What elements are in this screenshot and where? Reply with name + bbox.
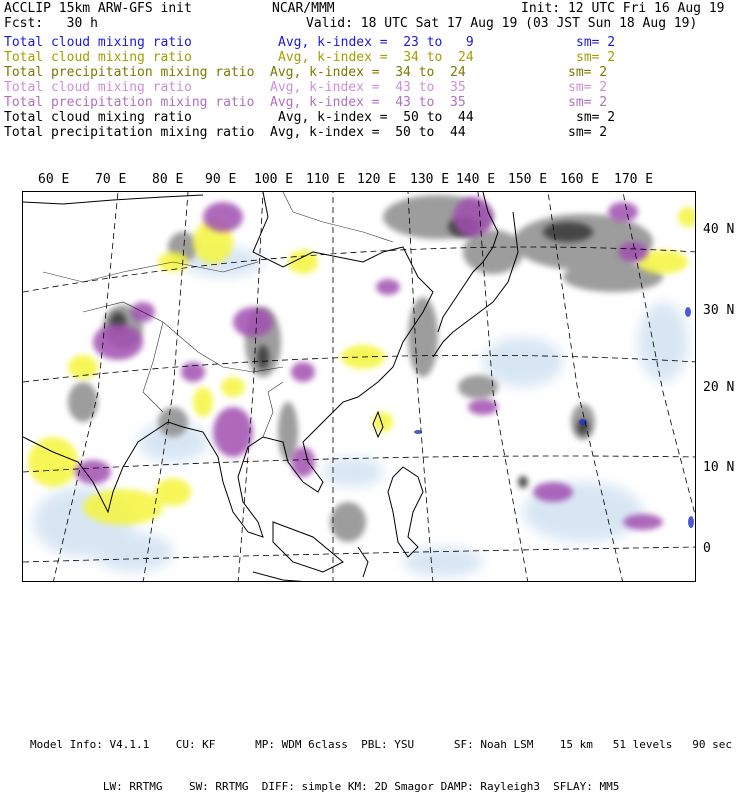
field-k-index-range: Avg, k-index = 43 to 35 — [270, 80, 466, 95]
field-k-index-range: Avg, k-index = 23 to 9 — [278, 35, 474, 50]
longitude-label: 80 E — [152, 172, 184, 187]
field-name: Total precipitation mixing ratio — [4, 95, 255, 110]
field-smoothing: sm= 2 — [576, 110, 616, 125]
latitude-label: 20 N — [703, 380, 735, 395]
longitude-label: 100 E — [254, 172, 294, 187]
longitude-label: 150 E — [508, 172, 548, 187]
longitude-label: 160 E — [560, 172, 600, 187]
forecast-hour: Fcst: 30 h — [4, 16, 98, 31]
field-k-index-range: Avg, k-index = 34 to 24 — [270, 65, 466, 80]
longitude-label: 140 E — [456, 172, 496, 187]
longitude-label: 60 E — [38, 172, 70, 187]
field-name: Total cloud mixing ratio — [4, 80, 192, 95]
longitude-label: 110 E — [306, 172, 346, 187]
model-info-footer — [30, 710, 732, 808]
field-k-index-range: Avg, k-index = 50 to 44 — [278, 110, 474, 125]
map-svg — [23, 192, 696, 582]
field-name: Total precipitation mixing ratio — [4, 65, 255, 80]
valid-time: Valid: 18 UTC Sat 17 Aug 19 (03 JST Sun 18 Aug 19) — [306, 16, 698, 31]
model-info-line-1: Model Info: V4.1.1 CU: KF MP: WDM 6class PBL: YSU SF: Noah LSM 15 km 51 levels 90 sec — [30, 738, 732, 751]
title-left: ACCLIP 15km ARW-GFS init — [4, 1, 192, 16]
field-name: Total cloud mixing ratio — [4, 110, 192, 125]
field-smoothing: sm= 2 — [568, 65, 608, 80]
field-smoothing: sm= 2 — [576, 35, 616, 50]
longitude-label: 170 E — [614, 172, 654, 187]
field-k-index-range: Avg, k-index = 34 to 24 — [278, 50, 474, 65]
field-k-index-range: Avg, k-index = 43 to 35 — [270, 95, 466, 110]
field-smoothing: sm= 2 — [568, 125, 608, 140]
title-center: NCAR/MMM — [272, 1, 335, 16]
field-smoothing: sm= 2 — [568, 80, 608, 95]
latitude-label: 0 — [703, 541, 711, 556]
init-time: Init: 12 UTC Fri 16 Aug 19 — [521, 1, 725, 16]
longitude-label: 70 E — [95, 172, 127, 187]
field-name: Total precipitation mixing ratio — [4, 125, 255, 140]
field-name: Total cloud mixing ratio — [4, 50, 192, 65]
model-info-line-2: LW: RRTMG SW: RRTMG DIFF: simple KM: 2D Smagor DAMP: Rayleigh3 SFLAY: MM5 — [30, 780, 620, 793]
longitude-label: 120 E — [357, 172, 397, 187]
latitude-label: 30 N — [703, 303, 735, 318]
field-smoothing: sm= 2 — [576, 50, 616, 65]
weather-map — [22, 191, 696, 582]
longitude-label: 130 E — [410, 172, 450, 187]
field-name: Total cloud mixing ratio — [4, 35, 192, 50]
latitude-label: 40 N — [703, 222, 735, 237]
field-k-index-range: Avg, k-index = 50 to 44 — [270, 125, 466, 140]
field-smoothing: sm= 2 — [568, 95, 608, 110]
longitude-label: 90 E — [205, 172, 237, 187]
latitude-label: 10 N — [703, 460, 735, 475]
